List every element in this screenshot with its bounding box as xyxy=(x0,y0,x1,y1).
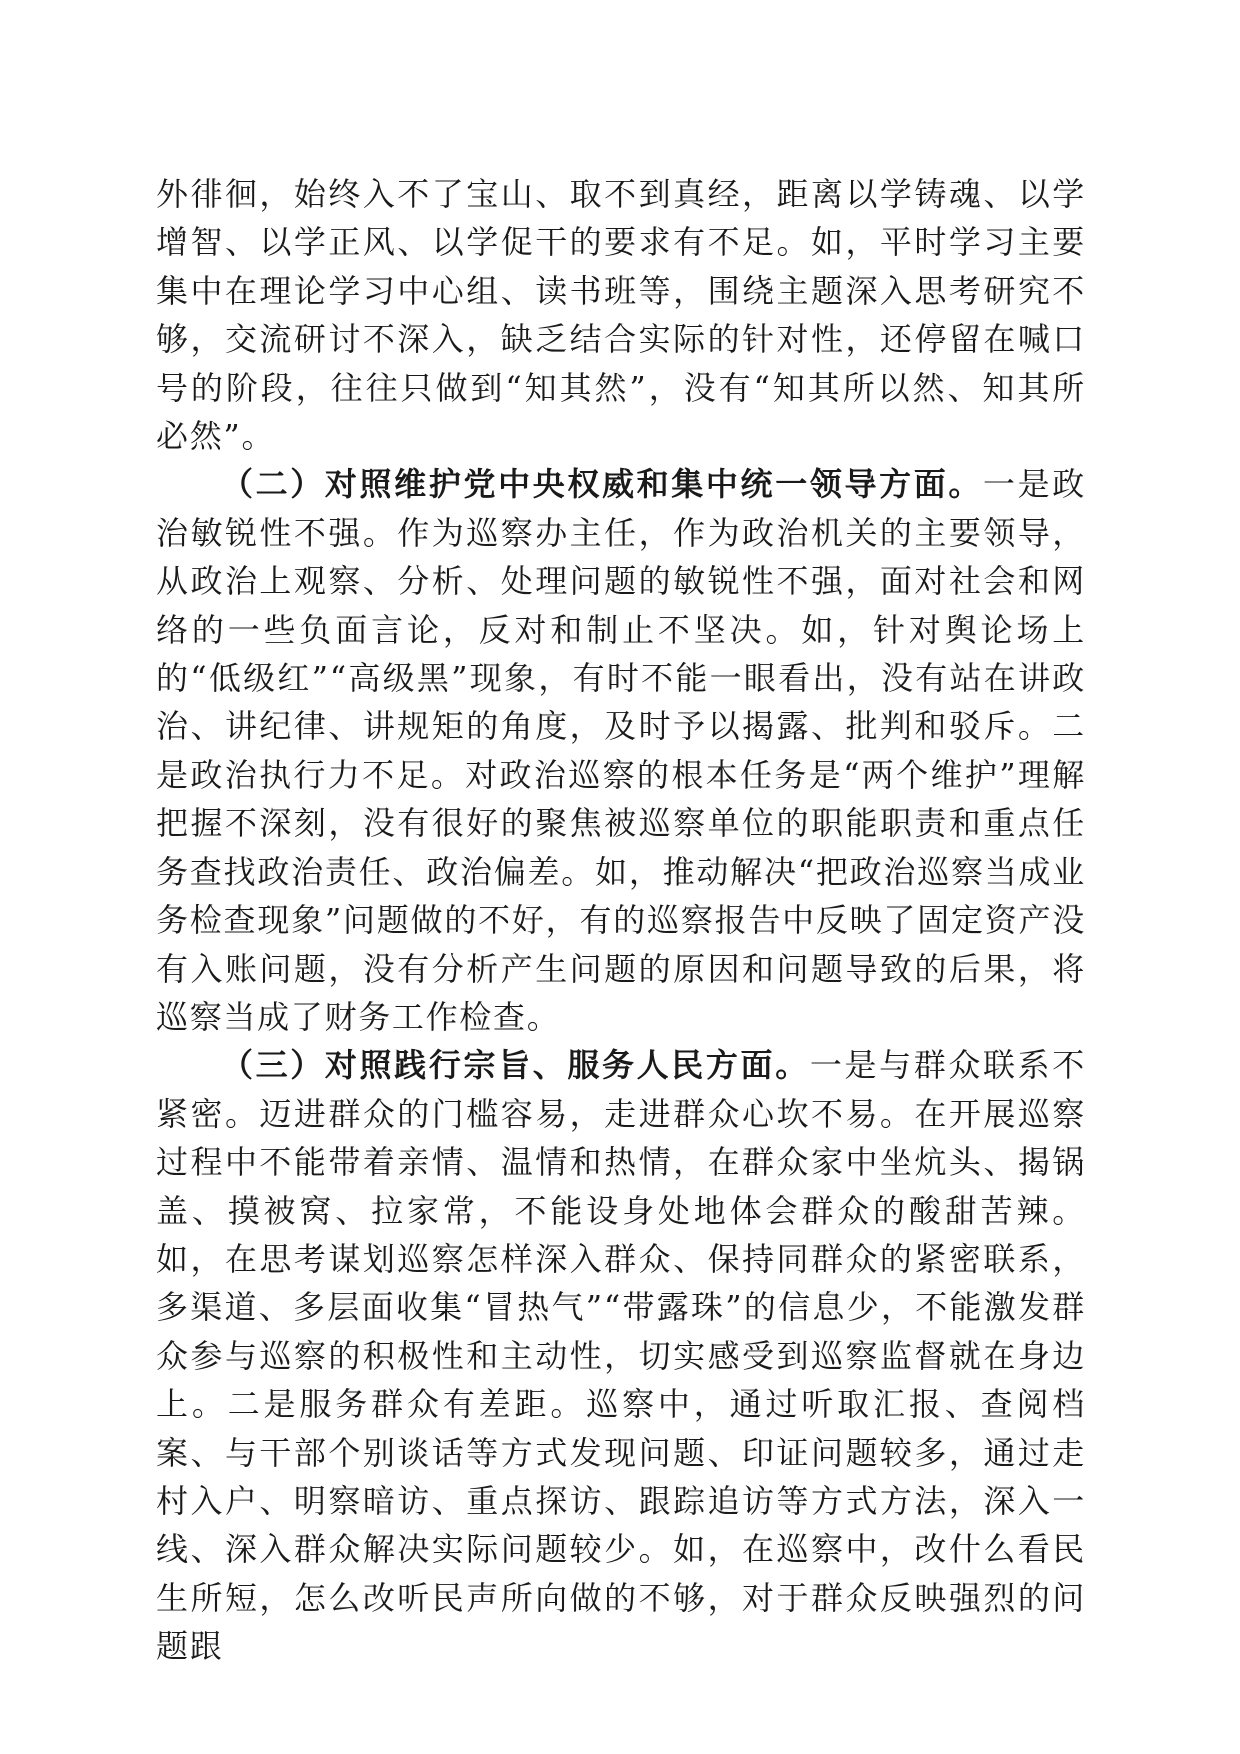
paragraph-continuation xyxy=(156,170,1086,460)
paragraph-body: 一是政治敏锐性不强。作为巡察办主任，作为政治机关的主要领导，从政治上观察、分析、处理问题的敏锐性不强，面对社会和网络的一些负面言论，反对和制止不坚决。如，针对舆论场上的“低级红”“高级黑”现象，有时不能一眼看出，没有站在讲政治、讲纪律、讲规矩的角度，及时予以揭露、批判和驳斥。二是政治执行力不足。对政治巡察的根本任务是“两个维护”理解把握不深刻，没有很好的聚焦被巡察单位的职能职责和重点任务查找政治责任、政治偏差。如，推动解决“把政治巡察当成业务检查现象”问题做的不好，有的巡察报告中反映了固定资产没有入账问题，没有分析产生问题的原因和问题导致的后果，将巡察当成了财务工作检查。 xyxy=(156,465,1086,1036)
section-heading: （二）对照维护党中央权威和集中统一领导方面。 xyxy=(221,465,984,504)
paragraph-section-two xyxy=(156,460,1086,1041)
body-text xyxy=(156,170,1086,1671)
paragraph-section-three xyxy=(156,1041,1086,1670)
paragraph-body: 外徘徊，始终入不了宝山、取不到真经，距离以学铸魂、以学增智、以学正风、以学促干的要求有不足。如，平时学习主要集中在理论学习中心组、读书班等，围绕主题深入思考研究不够，交流研讨不深入，缺乏结合实际的针对性，还停留在喊口号的阶段，往往只做到“知其然”，没有“知其所以然、知其所必然”。 xyxy=(156,175,1086,456)
paragraph-body: 一是与群众联系不紧密。迈进群众的门槛容易，走进群众心坎不易。在开展巡察过程中不能带着亲情、温情和热情，在群众家中坐炕头、揭锅盖、摸被窝、拉家常，不能设身处地体会群众的酸甜苦辣。如，在思考谋划巡察怎样深入群众、保持同群众的紧密联系，多渠道、多层面收集“冒热气”“带露珠”的信息少，不能激发群众参与巡察的积极性和主动性，切实感受到巡察监督就在身边上。二是服务群众有差距。巡察中，通过听取汇报、查阅档案、与干部个别谈话等方式发现问题、印证问题较多，通过走村入户、明察暗访、重点探访、跟踪追访等方式方法，深入一线、深入群众解决实际问题较少。如，在巡察中，改什么看民生所短，怎么改听民声所向做的不够，对于群众反映强烈的问题跟 xyxy=(156,1046,1086,1666)
section-heading: （三）对照践行宗旨、服务人民方面。 xyxy=(221,1046,810,1085)
